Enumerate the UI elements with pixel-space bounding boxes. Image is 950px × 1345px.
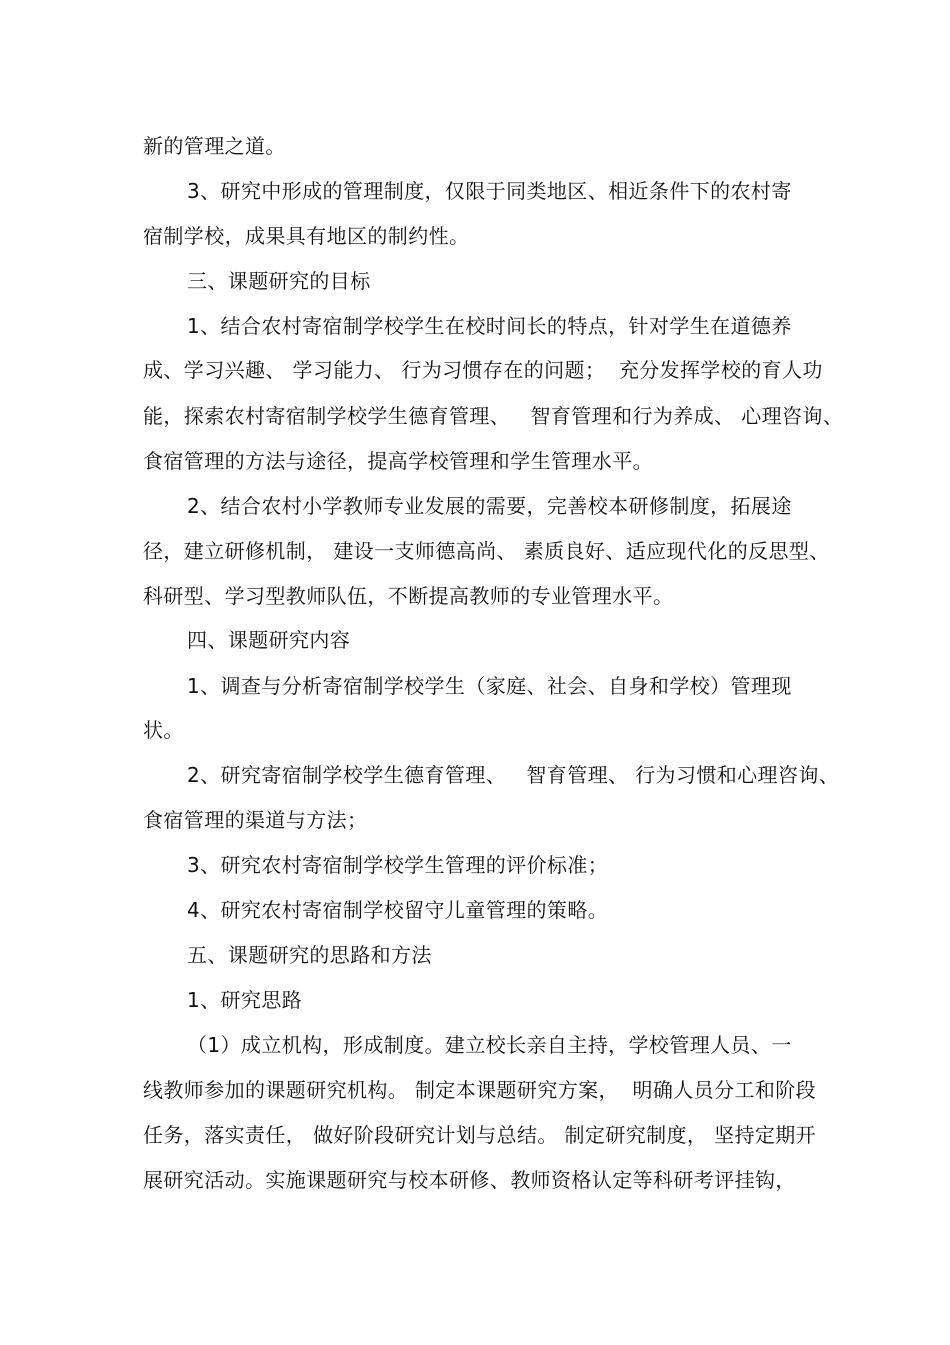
paragraph-line: 2、结合农村小学教师专业发展的需要，完善校本研修制度，拓展途 — [187, 494, 792, 518]
paragraph-line: 任务，落实责任， 做好阶段研究计划与总结。 制定研究制度， 坚持定期开 — [143, 1123, 817, 1147]
paragraph-line: （1）成立机构，形成制度。建立校长亲自主持，学校管理人员、一 — [187, 1033, 792, 1057]
paragraph-line: 3、研究中形成的管理制度，仅限于同类地区、相近条件下的农村寄 — [187, 179, 792, 203]
paragraph-line: 1、调查与分析寄宿制学校学生（家庭、社会、自身和学校）管理现 — [187, 674, 792, 698]
paragraph-line: 4、研究农村寄宿制学校留守儿童管理的策略。 — [187, 898, 609, 922]
section-heading: 三、课题研究的目标 — [187, 269, 371, 293]
paragraph-line: 能，探索农村寄宿制学校学生德育管理、 智育管理和行为养成、 心理咨询、 — [143, 404, 844, 428]
paragraph-line: 径，建立研修机制， 建设一支师德高尚、 素质良好、适应现代化的反思型、 — [143, 539, 830, 563]
paragraph-line: 食宿管理的渠道与方法； — [143, 808, 368, 832]
section-heading: 四、课题研究内容 — [187, 628, 351, 652]
paragraph-line: 1、结合农村寄宿制学校学生在校时间长的特点，针对学生在道德养 — [187, 314, 792, 338]
paragraph-line: 2、研究寄宿制学校学生德育管理、 智育管理、 行为习惯和心理咨询、 — [187, 763, 840, 787]
subsection-heading: 1、研究思路 — [187, 988, 303, 1012]
paragraph-line: 线教师参加的课题研究机构。 制定本课题研究方案， 明确人员分工和阶段 — [143, 1078, 817, 1102]
paragraph-line: 展研究活动。实施课题研究与校本研修、教师资格认定等科研考评挂钩， — [143, 1168, 796, 1192]
paragraph-line: 成、学习兴趣、 学习能力、 行为习惯存在的问题； 充分发挥学校的育人功 — [143, 358, 823, 382]
paragraph-line: 宿制学校，成果具有地区的制约性。 — [143, 224, 470, 248]
paragraph-line: 食宿管理的方法与途径，提高学校管理和学生管理水平。 — [143, 449, 653, 473]
paragraph-line: 科研型、学习型教师队伍，不断提高教师的专业管理水平。 — [143, 584, 674, 608]
paragraph-line: 状。 — [143, 718, 184, 742]
paragraph-line: 3、研究农村寄宿制学校学生管理的评价标准； — [187, 853, 609, 877]
section-heading: 五、课题研究的思路和方法 — [187, 943, 432, 967]
paragraph-line: 新的管理之道。 — [143, 134, 286, 158]
